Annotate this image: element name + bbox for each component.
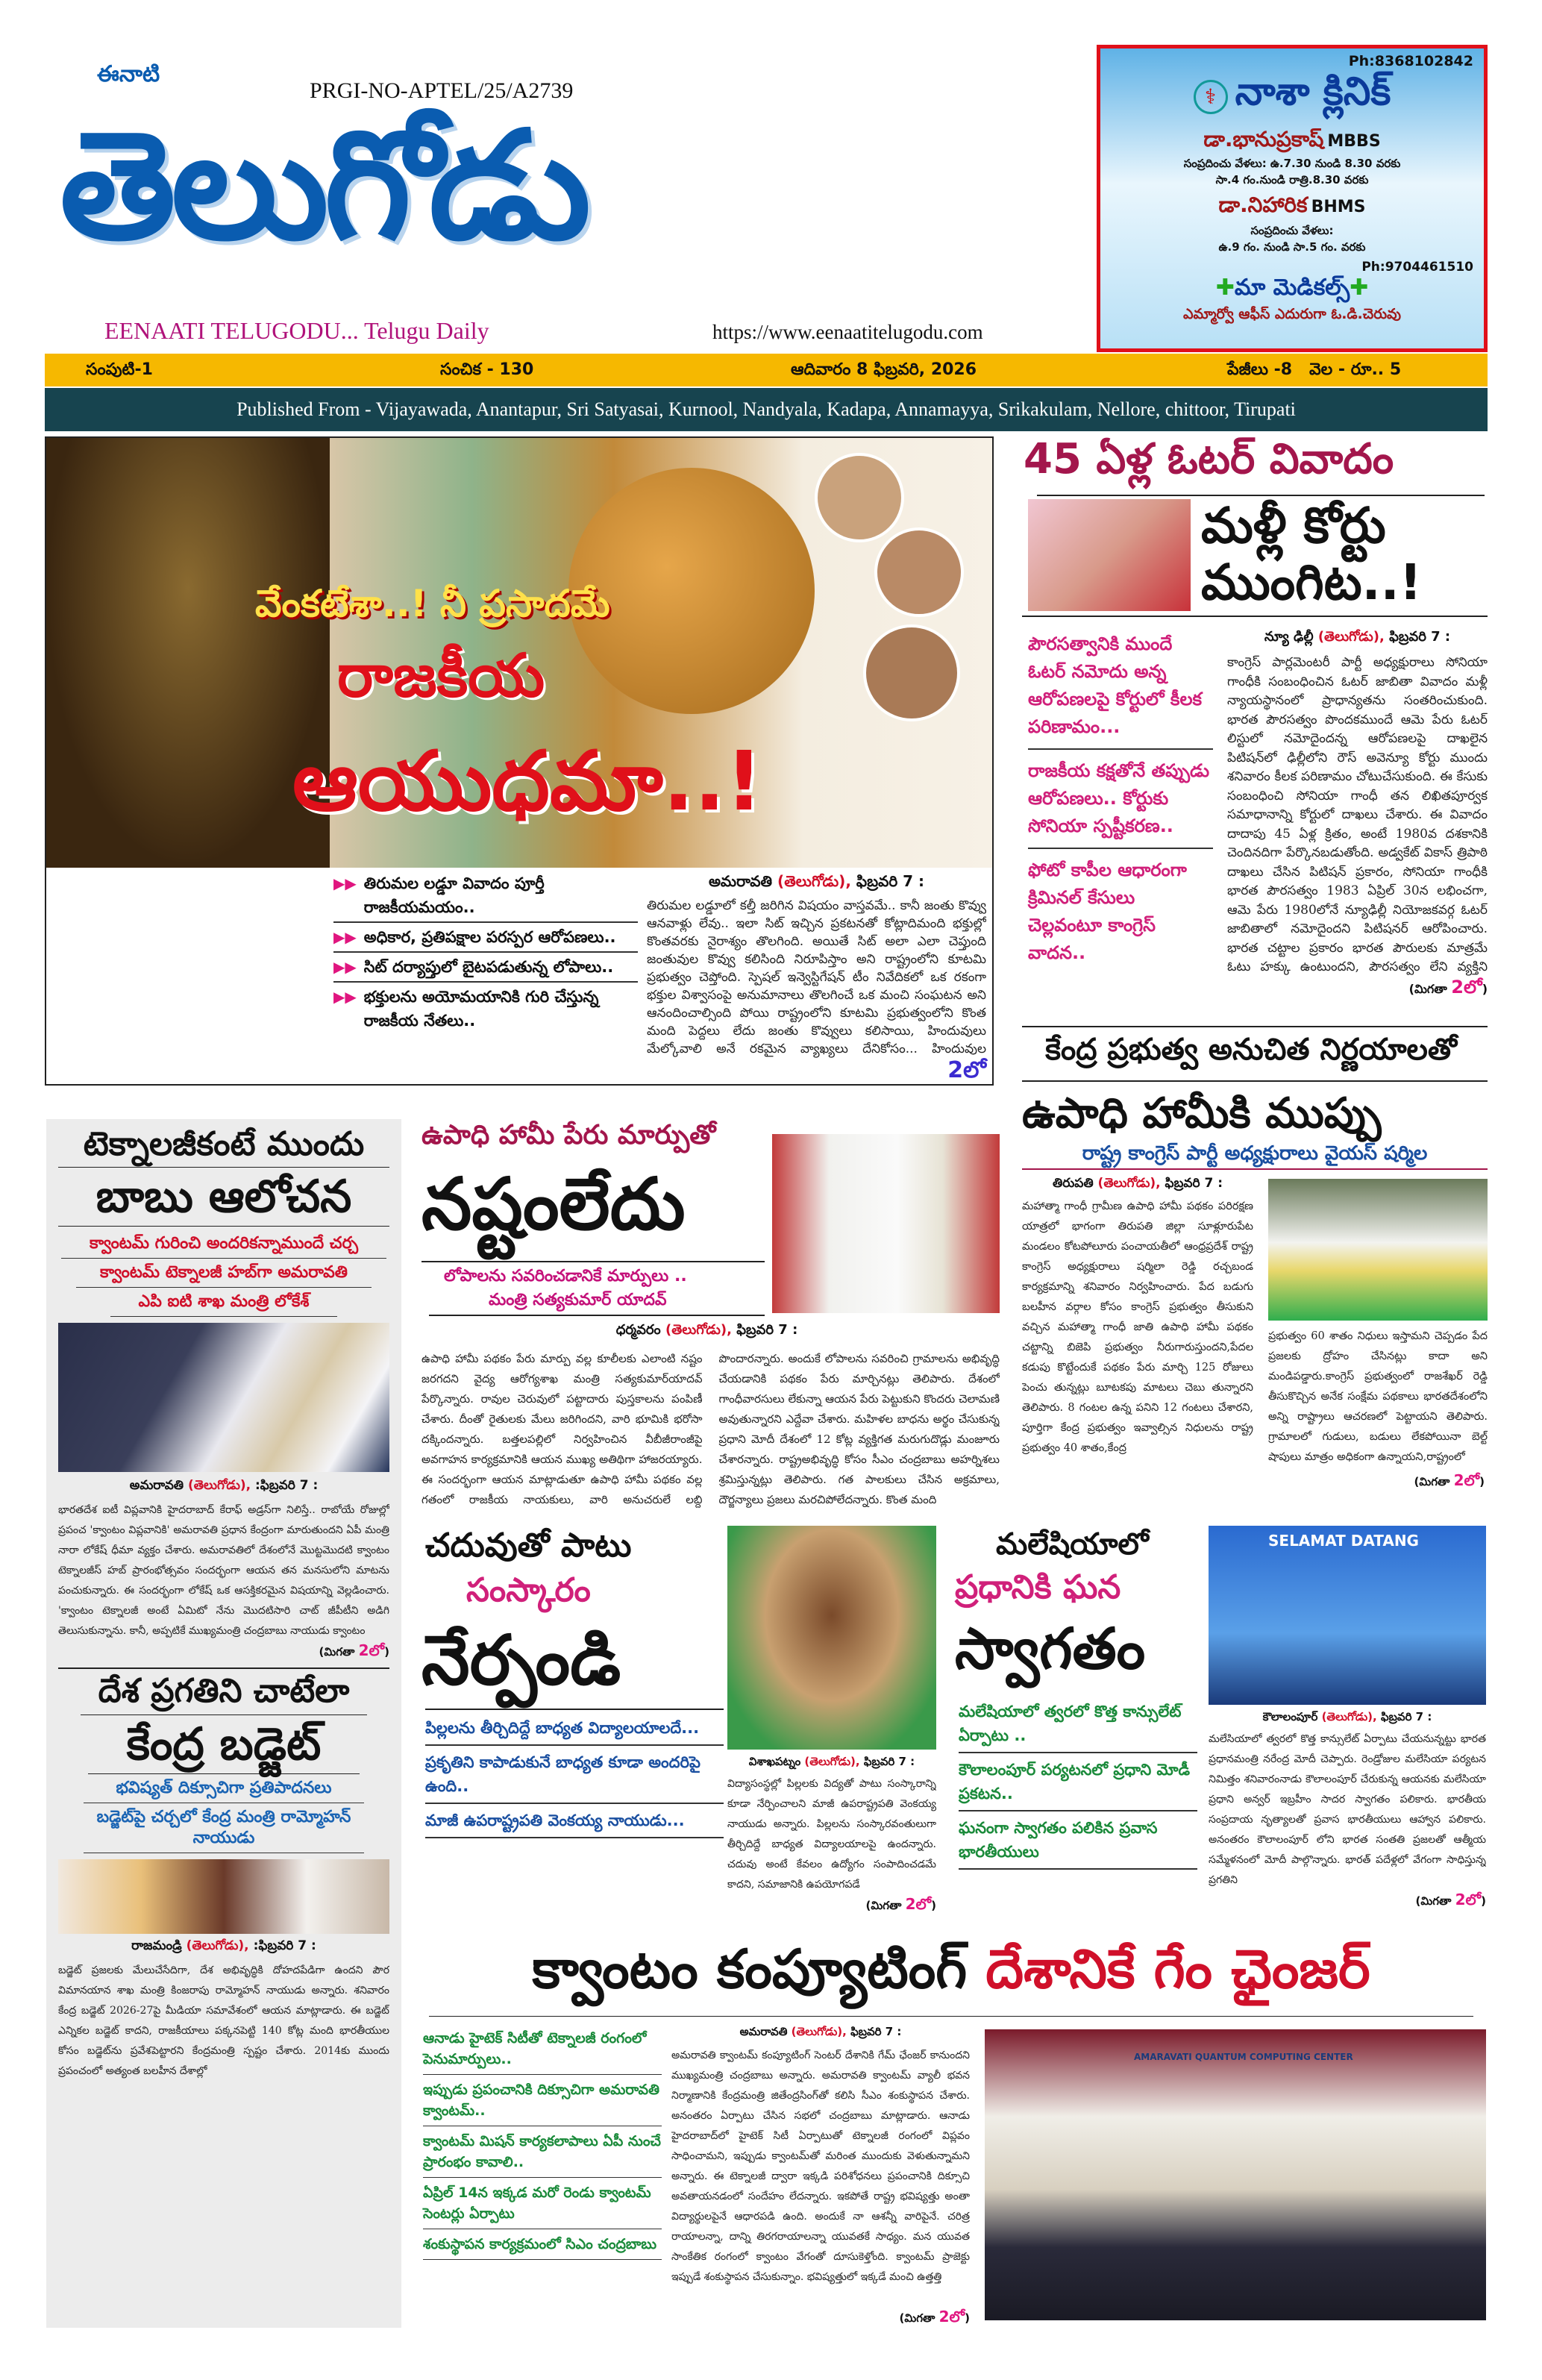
- story-body: ప్రభుత్వం 60 శాతం నిధులు ఇస్తామని చెప్పడం పేద ప్రజలకు ద్రోహం చేసినట్లు కాదా అని మండిపడ్డారు.కాంగ్రెస్ ప్రభుత్వంలో రాజశేఖర్ రెడ్డి తీసుకొచ్చిన అనేక సంక్షేమ పథకాలు భారతదేశంలోని అన్ని రాష్ట్రాలు ఆచరణలో పెట్టాయని తెలిపారు. గ్రామాలలో గుడులు, బడులు లేకపోయినా బెల్ట్ షాపులు మాత్రం అధికంగా ఉన్నాయని,రాష్ట్రంలో: [1268, 1330, 1488, 1464]
- story-kicker: మలేషియాలో: [996, 1527, 1149, 1562]
- dateline: [727, 1755, 936, 1771]
- continued-marker: [1414, 1471, 1485, 1493]
- story-headline: టెక్నాలజీకంటే ముందు: [58, 1127, 389, 1168]
- modi-malaysia-photo: [1209, 1526, 1486, 1705]
- sub-headline: రాష్ట్ర కాంగ్రెస్ పార్టీ అధ్యక్షురాలు వైయస్ షర్మిల: [1022, 1143, 1488, 1171]
- headline-part-red: దేశానికే గేం ఛైంజర్: [985, 1938, 1370, 2000]
- lead-bullets: [333, 869, 638, 1035]
- story-headline: స్వాగతం: [955, 1615, 1146, 1682]
- more-page: 2లో: [358, 1641, 385, 1660]
- pharmacy-address: ఎమ్మార్వో ఆఫీస్ ఎదురుగా ఓ.డి.చెరువు: [1183, 306, 1401, 322]
- more-page: 2లో: [905, 1895, 932, 1913]
- dateline-source: (తెలుగోడు),: [804, 1755, 860, 1768]
- ad-phone-1: Ph:8368102842: [1348, 53, 1473, 69]
- more-close: ): [384, 1645, 389, 1659]
- dateline-place: అమరావతి: [708, 872, 773, 890]
- more-close: ): [1479, 1475, 1485, 1489]
- dateline-source: (తెలుగోడు),: [791, 2025, 847, 2038]
- clinic-advertisement: [1097, 45, 1488, 352]
- story-kicker: 45 ఏళ్ల ఓటర్ వివాదం: [1024, 435, 1394, 483]
- headline-part-black: క్వాంటం కంప్యూటింగ్: [532, 1938, 968, 2000]
- sub-headline: బడ్జెట్‌పై చర్చలో కేంద్ర మంత్రి రామ్మోహన్ నాయుడు: [84, 1803, 364, 1853]
- dateline-place: అమరావతి: [129, 1478, 184, 1494]
- sub-headline: మాజీ ఉపరాష్ట్రపతి వెంకయ్య నాయుడు...: [425, 1804, 724, 1838]
- section-banner: కేంద్ర ప్రభుత్వ అనుచిత నిర్ణయాలతో: [1045, 1033, 1457, 1067]
- lead-image-line-3: ఆయుధమా..!: [292, 733, 763, 829]
- politician-portrait: [874, 527, 964, 617]
- doctor-2-hours: ఉ.9 గం. నుండి సా.5 గం. వరకు: [1218, 240, 1366, 254]
- dateline-date: :ఫిబ్రవరి 7 :: [255, 1478, 319, 1494]
- doctor-2-hours-label: సంప్రదించు వేళలు:: [1250, 224, 1334, 237]
- sub-headline: కౌలాలంపూర్ పర్యటనలో ప్రధాని మోడీ ప్రకటన..: [959, 1753, 1197, 1811]
- continued-marker: [58, 1641, 389, 1663]
- doctor-2-name: డా.నిహారిక: [1218, 192, 1308, 217]
- more-label: (మిగతా: [1408, 982, 1452, 996]
- registration-number: PRGI-NO-APTEL/25/A2739: [310, 78, 574, 103]
- sub-headline: పిల్లలను తీర్చిదిద్దే బాధ్యత విద్యాలయాలదే...: [425, 1712, 724, 1746]
- dateline-place: తిరుపతి: [1052, 1176, 1094, 1191]
- dateline-date: ఫిబ్రవరి 7 :: [850, 2025, 902, 2038]
- masthead: [45, 45, 1089, 351]
- sub-headline: క్వాంటమ్ మిషన్ కార్యకలాపాలు ఏపీ నుంచే ప్రారంభం కావాలి..: [423, 2126, 662, 2178]
- sub-headline: ప్రకృతిని కాపాడుకునే బాధ్యత కూడా అందరిపై ఉంది..: [425, 1746, 724, 1804]
- story-headline: బాబు ఆలోచన: [58, 1168, 389, 1227]
- story-kicker: ఉపాధి హామీ పేరు మార్పుతో: [421, 1120, 716, 1150]
- lead-bullet: [333, 983, 638, 1035]
- left-column: [46, 1119, 401, 2328]
- sub-headline: క్వాంటమ్ గురించి అందరికన్నాముందే చర్చ: [61, 1230, 386, 1259]
- double-arrow-icon: ▶▶: [333, 988, 357, 1006]
- more-label: (మిగతా: [1415, 1894, 1455, 1908]
- doctor-1-degree: MBBS: [1327, 132, 1381, 151]
- green-cross-icon: ✚: [1215, 275, 1235, 301]
- lead-image-line-1: వేంకటేశా..! నీ ప్రసాదమే: [255, 582, 610, 625]
- continued-marker: [1209, 1891, 1486, 1912]
- sub-headline: శంకుస్థాపన కార్యక్రమంలో సిఎం చంద్రబాబు: [423, 2229, 662, 2260]
- dateline-date: ఫిబ్రవరి 7 :: [736, 1322, 798, 1338]
- story-body: కాంగ్రెస్ పార్లమెంటరీ పార్టీ అధ్యక్షురాలు సోనియా గాంధీకి సంబంధించిన ఓటర్ జాబితా వివాదం మళ్లీ న్యాయస్థానంలో ప్రాధాన్యతను సంతరించుకుంది. భారత పౌరసత్వం పొందకముందే ఆమె పేరు ఓటర్ లిస్టులో నమోదైందన్న ఆరోపణలపై దాఖలైన పిటిషన్‌లో ఢిల్లీలోని రౌస్ అవెన్యూ కోర్టు ముందు శనివారం కీలక పరిణామం చోటుచేసుకుంది. ఈ కేసుకు సంబంధించి సోనియా గాంధీ తన లిఖితపూర్వక సమాధానాన్ని కోర్టులో దాఖలు చేశారు. ఈ వివాదం దాదాపు 45 ఏళ్ల క్రితం, అంటే 1980వ దశకానికి చెందినదిగా పేర్కొనబడుతోంది. అడ్వకేట్ వికాస్ త్రిపాఠి దాఖలు చేసిన పిటిషన్ ప్రకారం, సోనియా గాంధీకి భారత పౌరసత్వం 1983 ఏప్రిల్ 30న లభించగా, ఆమె పేరు 1980లోనే న్యూఢిల్లీ నియోజకవర్గ ఓటర్ జాబితాలో నమోదైందని పిటిషనర్ ఆరోపించారు. భారత చట్టాల ప్రకారం భారత పౌరులకు మాత్రమే ఓటు హక్కు ఉంటుందని, పౌరసత్వం లేని వ్యక్తిని: [1227, 655, 1488, 974]
- story-body: అమరావతి క్వాంటమ్ కంప్యూటింగ్ సెంటర్ దేశానికి గేమ్ ఛేంజర్ కానుందని ముఖ్యమంత్రి చంద్రబాబు అన్నారు. అమరావతి క్వాంటమ్ వ్యాలీ భవన నిర్మాణానికి కేంద్రమంత్రి జితేంద్రసింగ్‌తో కలిసి సీఎం శంకుస్థాపన చేశారు. అనంతరం ఏర్పాటు చేసిన సభలో చంద్రబాబు మాట్లాడారు. ఆనాడు హైదరాబాద్‌లో హైటెక్ సిటీ ఏర్పాటుతో టెక్నాలజీ రంగంలో విప్లవం సాధించామని, ఇప్పుడు క్వాంటమ్‌తో మరింత ముందుకు వెళుతున్నామని అన్నారు. ఈ టెక్నాలజీ ద్వారా ఇక్కడి పరిశోధనలు ప్రపంచానికి దిక్సూచి అవతాయనడంలో సందేహం లేదన్నారు. ఇకపోతే రాష్ట్ర భవిష్యత్తు అంతా విద్యార్థులపైనే ఆధారపడి ఉంది. అందుకే నా ఆశన్నీ వారిపైనే. చరిత్ర రాయాలన్నా, దాన్ని తిరగరాయాలన్నా యువతకే సాధ్యం. మన యువత సాంకేతిక రంగంలో క్వాంటం వేగంతో దూసుకెళ్తోంది. క్వాంటమ్ ప్రాజెక్టు ఇప్పుడే శంకుస్థాపన చేసుకున్నాం. భవిష్యత్తులో ఇక్కడే మంచి ఉత్తత్తి: [671, 2049, 970, 2283]
- more-close: ): [1482, 982, 1488, 996]
- bullet-text: తిరుమల లడ్డూ వివాదం పూర్తీ రాజకీయమయం..: [363, 874, 545, 916]
- double-arrow-icon: ▶▶: [333, 874, 357, 892]
- dateline-place: కౌలాలంపూర్: [1262, 1710, 1318, 1723]
- story-kicker: సంస్కారం: [466, 1571, 591, 1609]
- sub-headline: మలేషియాలో త్వరలో కొత్త కాన్సులేట్ ఏర్పాటు ..: [959, 1695, 1197, 1753]
- story-kicker: చదువుతో పాటు: [425, 1526, 632, 1565]
- doctor-1-hours-evening: సా.4 గం.నుండి రాత్రి.8.30 వరకు: [1215, 173, 1369, 187]
- sonia-story: [1015, 436, 1488, 1026]
- dateline-source: (తెలుగోడు),: [1321, 1710, 1377, 1723]
- story-headline: దేశ ప్రగతిని చాటేలా: [81, 1673, 367, 1714]
- lead-story: [45, 436, 994, 1086]
- issue-info-bar: [45, 354, 1488, 386]
- dateline-place: విశాఖపట్నం: [748, 1755, 801, 1768]
- bullet-text: అధికార, ప్రతిపక్షాల పరస్పర ఆరోపణలు..: [363, 928, 616, 946]
- continued-marker: [1227, 977, 1488, 1002]
- pages-and-price: పేజీలు -8 వెల - రూ.. 5: [1227, 360, 1402, 379]
- story-headline: నష్టంలేదు: [421, 1162, 686, 1246]
- dateline-date: :ఫిబ్రవరి 7 :: [253, 1938, 316, 1953]
- tagline: EENAATI TELUGODU... Telugu Daily: [104, 317, 489, 344]
- dateline-place: అమరావతి: [739, 2025, 788, 2038]
- dateline-date: ఫిబ్రవరి 7 :: [1165, 1176, 1223, 1191]
- budget-press-meet-photo: [58, 1859, 389, 1934]
- quantum-story: [414, 1940, 1488, 2328]
- photo-banner-text: AMARAVATI QUANTUM COMPUTING CENTER: [1134, 2052, 1353, 2062]
- sonia-gandhi-photo: [1028, 499, 1191, 611]
- website-link[interactable]: https://www.eenaatitelugodu.com: [712, 321, 983, 343]
- dateline: [1022, 1176, 1253, 1194]
- dateline: [1227, 629, 1488, 648]
- dateline: [58, 1938, 389, 1956]
- minister-garland-photo: [772, 1134, 1000, 1313]
- double-arrow-icon: ▶▶: [333, 928, 357, 946]
- sub-headline: మంత్రి సత్యకుమార్ యాదవ్: [489, 1291, 667, 1309]
- sharmila-rachabanda-photo: [1268, 1179, 1488, 1321]
- dateline: [58, 1478, 389, 1496]
- venkaiah-naidu-photo: [727, 1526, 936, 1750]
- lead-photo-montage: [46, 438, 992, 868]
- story-kicker: ప్రధానికి ఘన: [955, 1568, 1121, 1606]
- story-body: మలేసియాలో త్వరలో కొత్త కాన్సులేట్ ఏర్పాటు చేయనున్నట్టు భారత ప్రధానమంత్రి నరేంద్ర మోదీ చెప్పారు. రెండ్రోజుల మలేసియా పర్యటన నిమిత్తం శనివారంనాడు కౌలాలంపూర్ చేరుకున్న ఆయనకు మలేసియా ప్రధాని అన్వర్ ఇబ్రహీం సాదర స్వాగతం పలికారు. భారతీయ సంప్రదాయ నృత్యాలతో ప్రవాస భారతీయులు ఆహ్వాన పలికారు. అనంతరం కౌలాలంపూర్ లోని భారత సంతతి ప్రజలతో ఆత్మీయ సమ్మేళనంలో మోదీ పాల్గొన్నారు. భారత్ పదేళ్లలో వేగంగా సాధిస్తున్న ప్రగతిని: [1209, 1733, 1486, 1886]
- sub-headline: పౌరసత్వానికి ముందే ఓటర్ నమోదు అన్న ఆరోపణలపై కోర్టులో కీలక పరిణామం...: [1028, 623, 1213, 750]
- lead-body: తిరుమల లడ్డూలో కల్తీ జరిగిన విషయం వాస్తవమే.. కానీ జంతు కొవ్వు ఆనవాళ్లు లేవు.. ఇలా సిట్ ఇచ్చిన ప్రకటనతో కోట్లాదిమంది భక్తుల్లో కొంతవరకు నైరాశ్యం తొలగింది. అయితే సిట్ అలా ఎలా చెప్తుంది జంతువుల కొవ్వు కలిసింది నిరూపిస్తాం అని రాష్ట్రంలోని కూటమి ప్రభుత్వం చెప్తోంది. స్పెషల్ ఇన్వెస్టిగేషన్ టీం నివేదికలో ఒక రకంగా భక్తుల విశ్వాసంపై అనుమానాలు తొలగించే ఒక మంచి సంఘటన అని ఆనందించాల్సింది పోయి రాష్ట్రంలోని కూటమి ప్రభుత్వంలోని కొంత మంది పెద్దలు లేదు జంతు కొవ్వులు కలిసాయి, హిందువులు మేల్కోవాలి అనే రకమైన వ్యాఖ్యలు దేనికోసం... హిందువుల: [647, 898, 986, 1056]
- more-close: ): [931, 1899, 936, 1912]
- bullet-text: భక్తులను అయోమయానికి గురి చేస్తున్న రాజకీయ నేతలు..: [363, 988, 599, 1030]
- doctor-2-degree: BHMS: [1311, 198, 1366, 216]
- dateline-place: న్యూ ఢిల్లీ: [1264, 629, 1314, 645]
- sub-headline: క్వాంటమ్ టెక్నాలజీ హబ్‌గా అమరావతి: [76, 1259, 372, 1288]
- story-headline: [414, 1940, 1488, 1999]
- more-page: 2లో: [1451, 977, 1482, 998]
- story-headline: ఉపాధి హామీకి ముప్పు: [1022, 1089, 1382, 1138]
- editions-bar: Published From - Vijayawada, Anantapur, Sri Satyasai, Kurnool, Nandyala, Kadapa, Annamayya, Srikakulam, Nellore, chittoor, Tirupati: [45, 388, 1488, 431]
- story-body: భారతదేశ ఐటీ విప్లవానికి హైదరాబాద్ కేరాఫ్ అడ్రస్‌గా నిలిస్తే.. రాబోయే రోజుల్లో ప్రపంచ 'క్వాంటం విప్లవానికి' అమరావతి ప్రధాన కేంద్రంగా మారుతుందని ఏపీ మంత్రి నారా లోకేష్ ధీమా వ్యక్తం చేశారు. అమరావతిలో దేశంలోనే మొట్టమొదటి క్వాంటం టెక్నాలజీస్ హబ్ ప్రారంభోత్సవం సందర్భంగా ఆయన తన మనసులోని మాటను పంచుకున్నారు. ఈ సందర్భంగా లోకేష్ ఒక ఆసక్తికరమైన విషయాన్ని వెల్లడించారు. 'క్వాంటం టెక్నాలజీ అంటే ఏమిటో నేను మొదటిసారి చాట్ జీపీటీని అడిగి తెలుసుకున్నాను. కానీ, అప్పటికే ముఖ్యమంత్రి చంద్రబాబు నాయుడు క్వాంటం: [58, 1504, 389, 1638]
- dateline-date: ఫిబ్రవరి 7 :: [863, 1755, 915, 1768]
- bullet-text: సిట్ దర్యాప్తులో బైటపడుతున్న లోపాలు..: [363, 958, 614, 976]
- more-label: (మిగతా: [899, 2311, 939, 2325]
- lead-bullet: [333, 869, 638, 923]
- story-body: ఉపాధి హామీ పథకం పేరు మార్పు వల్ల కూలీలకు ఎలాంటి నష్టం జరగదని వైద్య ఆరోగ్యశాఖ మంత్రి సత్యకుమార్‌యాదవ్ పేర్కొన్నారు. రావుల చెరువులో పట్టాదారు పుస్తకాలను పంపిణీ చేశారు. దీంతో రైతులకు మేలు జరిగిందని, వారి భూమికి భరోసా దక్కిందన్నారు. బత్తలపల్లిలో నిర్వహించిన వీబీజీరాంజీపై అవగాహన కార్యక్రమానికి ఆయన ముఖ్య అతిథిగా హాజరయ్యారు. ఈ సందర్భంగా ఆయన మాట్లాడుతూ ఉపాధి హామీ పథకం వల్ల గతంలో రాజకీయ నాయకులు, వారి అనుచరులే లబ్ది పొందారన్నారు. అందుకే లోపాలను సవరించి గ్రామాలను అభివృద్ధి చేయడానికి పథకం పేరు మార్చినట్లు తెలిపారు. దేశంలో గాంధీవారసులు లేకున్నా ఆయన పేరు పెట్టుకుని కొందరు చెలామణి అవుతున్నారని ఎద్దేవా చేశారు. మహిళల బాధను అర్థం చేసుకున్న ప్రధాని మోదీ దేశంలో 12 కోట్ల వ్యక్తిగత మరుగుదొడ్లు మంజూరు చేశారన్నారు. రాష్ట్రఅభివృద్ధి కోసం సీఎం చంద్రబాబు అహర్నిశలు శ్రమిస్తున్నట్లు తెలిపారు. గత పాలకులు చేసిన అక్రమాలు, దౌర్జన్యాలు ప్రజలు మరచిపోలేదన్నారు. కొంత మంది: [421, 1352, 1000, 1506]
- upadhi-story: [414, 1112, 1000, 1515]
- publication-date: ఆదివారం 8 ఫిబ్రవరి, 2026: [791, 360, 977, 379]
- continued-on-page: 2లో: [947, 1057, 986, 1083]
- ad-phone-2: Ph:9704461510: [1361, 260, 1473, 275]
- newspaper-logo: తెలుగోడు: [60, 99, 587, 273]
- story-headline: మళ్లీ కోర్టు ముంగిట..!: [1201, 497, 1422, 611]
- story-headline: నేర్పండి: [421, 1620, 621, 1700]
- sub-headline: ఎపి ఐటి శాఖ మంత్రి లోకేశ్: [110, 1288, 337, 1317]
- photo-banner-text: SELAMAT DATANG: [1268, 1532, 1419, 1550]
- venkateswara-idol-image: [46, 438, 330, 868]
- sub-headline: లోపాలను సవరించడానికే మార్పులు ..: [444, 1267, 687, 1285]
- masthead-kicker: ఈనాటి: [97, 61, 160, 87]
- clinic-name: నాశా క్లినిక్: [1235, 69, 1391, 114]
- pharmacy-name: మా మెడికల్స్: [1234, 275, 1350, 301]
- sub-headline: ఇప్పుడు ప్రపంచానికి దిక్సూచిగా అమరావతి క్వాంటమ్..: [423, 2075, 662, 2126]
- lamp-lighting-photo: [58, 1323, 389, 1472]
- dateline: [671, 2025, 970, 2041]
- green-cross-icon: ✚: [1350, 275, 1369, 301]
- doctor-1-name: డా.భానుప్రకాష్: [1203, 127, 1324, 151]
- double-arrow-icon: ▶▶: [333, 958, 357, 976]
- dateline: [1209, 1710, 1486, 1726]
- issue-number: సంచిక - 130: [440, 360, 534, 379]
- dateline-place: ధర్మవరం: [615, 1322, 661, 1338]
- more-label: (మిగతా: [319, 1645, 359, 1659]
- sub-headline: ఏప్రిల్ 14న ఇక్కడ మరో రెండు క్వాంటమ్ సెంటర్లు ఏర్పాటు: [423, 2178, 662, 2229]
- more-label: (మిగతా: [865, 1899, 906, 1912]
- more-label: (మిగతా: [1414, 1475, 1454, 1489]
- quantum-center-foundation-photo: [985, 2029, 1486, 2320]
- dateline-source: (తెలుగోడు),: [777, 872, 851, 890]
- dateline-source: (తెలుగోడు),: [188, 1478, 251, 1494]
- sub-headline: భవిష్యత్ దిక్సూచిగా ప్రతిపాదనలు: [84, 1774, 364, 1803]
- sub-headline: ఫోటో కాపీల ఆధారంగా క్రిమినల్ కేసులు చెల్లవంటూ కాంగ్రెస్ వాదన..: [1028, 859, 1187, 963]
- lead-image-line-2: రాజకీయ: [337, 641, 545, 710]
- story-body: మహాత్మా గాంధీ గ్రామీణ ఉపాధి హామీ పథకం పరిరక్షణ యాత్రలో భాగంగా తిరుపతి జిల్లా సూళ్లూరుపేట మండలం కోటపోలూరు పంచాయతీలో ఆంధ్రప్రదేశ్ రాష్ట్ర కాంగ్రెస్ అధ్యక్షురాలు షర్మిలా రెడ్డి రచ్చబండ కార్యక్రమాన్ని శనివారం నిర్వహించారు. పేద బడుగు బలహీన వర్గాల కోసం కాంగ్రెస్ ప్రభుత్వం తీసుకుని వచ్చిన మహాత్మా గాంధీ జాతి ఉపాధి హామీ పథకం చట్టాన్ని బిజెపి ప్రభుత్వం నీరుగారుస్తుందని,పేదల కడుపు కొట్టేందుకే పథకం పేరు మార్చి 125 రోజులు పెంచు తున్నట్లు బూటకపు మాటలు చెబు తున్నారని తెలిపారు. 8 గంటల ఉన్న పనిని 12 గంటలు చేశారని, పూర్తిగా కేంద్ర ప్రభుత్వం ఇవ్వాల్సిన నిధులను రాష్ట్ర ప్రభుత్వం 40 శాతం,కేంద్ర: [1022, 1200, 1253, 1455]
- sub-headline: ఆనాడు హైటెక్ సిటీతో టెక్నాలజీ రంగంలో పెనుమార్పులు..: [423, 2023, 662, 2075]
- story-body: విద్యాసంస్థల్లో పిల్లలకు విద్యతో పాటు సంస్కారాన్ని కూడా నేర్పించాలని మాజీ ఉపరాష్ట్రపతి వెంకయ్య నాయుడు అన్నారు. పిల్లలను సంస్కారవంతులుగా తీర్చిదిద్దే బాధ్యత విద్యాలయాలపై ఉందన్నారు. చదువు అంటే కేవలం ఉద్యోగం సంపాదించడమే కాదని, సమాజానికి ఉపయోగపడే: [727, 1778, 936, 1891]
- sub-headline: ఘనంగా స్వాగతం పలికిన ప్రవాస భారతీయులు: [959, 1811, 1197, 1870]
- politician-portrait: [815, 453, 904, 542]
- lead-bullet: [333, 953, 638, 983]
- more-page: 2లో: [938, 2308, 965, 2326]
- dateline: [647, 872, 986, 894]
- more-page: 2లో: [1453, 1471, 1480, 1490]
- doctor-1-hours: సంప్రదించు వేళలు: ఉ.7.30 నుండి 8.30 వరకు: [1183, 157, 1401, 170]
- continued-marker: [671, 2308, 970, 2329]
- dateline-source: (తెలుగోడు),: [665, 1322, 732, 1338]
- sub-headline: రాజకీయ కక్షతోనే తప్పుడు ఆరోపణలు.. కోర్టుకు సోనియా స్పష్టీకరణ..: [1028, 750, 1213, 849]
- dateline-date: ఫిబ్రవరి 7 :: [856, 872, 925, 890]
- sharmila-story: [1015, 1091, 1488, 1520]
- continued-marker: [727, 1895, 936, 1917]
- dateline-date: ఫిబ్రవరి 7 :: [1389, 629, 1451, 645]
- dateline-date: ఫిబ్రవరి 7 :: [1380, 1710, 1432, 1723]
- medical-caduceus-icon: ⚕: [1194, 80, 1228, 114]
- malaysia-story: [951, 1522, 1488, 1932]
- story-body: బడ్జెట్ ప్రజలకు మేలుచేసేదిగా, దేశ అభివృద్ధికి దోహదపేడిగా ఉందని పౌర విమానయాన శాఖ మంత్రి కింజరాపు రామ్మోహన్ నాయుడు అన్నారు. శనివారం కేంద్ర బడ్జెట్ 2026-27పై మీడియా సమావేశంలో ఆయన మాట్లాడారు. ఈ బడ్జెట్ ఎన్నికల బడ్జెట్ కాదని, రాజకీయాలు పక్కనపెట్టి 140 కోట్ల మంది భారతీయుల కోసం బడ్జెట్‌ను ప్రవేశపెట్టారని కేంద్రమంత్రి స్పష్టం చేశారు. 2014కు ముందు ప్రపంచంలో అత్యంత బలహీన దేశాల్లో: [58, 1964, 389, 2077]
- venkaiah-story: [414, 1522, 940, 1932]
- dateline: [414, 1322, 1000, 1341]
- more-close: ): [965, 2311, 970, 2325]
- politician-portrait: [863, 624, 960, 721]
- volume-number: సంపుటి-1: [86, 360, 153, 379]
- more-page: 2లో: [1455, 1891, 1482, 1908]
- story-headline: కేంద్ర బడ్జెట్: [88, 1715, 360, 1774]
- dateline-place: రాజమండ్రి: [131, 1938, 182, 1953]
- dateline-source: (తెలుగోడు),: [1317, 629, 1385, 645]
- dateline-source: (తెలుగోడు),: [1097, 1176, 1161, 1191]
- more-close: ): [1481, 1894, 1486, 1908]
- dateline-source: (తెలుగోడు),: [186, 1938, 249, 1953]
- lead-bullet: [333, 923, 638, 953]
